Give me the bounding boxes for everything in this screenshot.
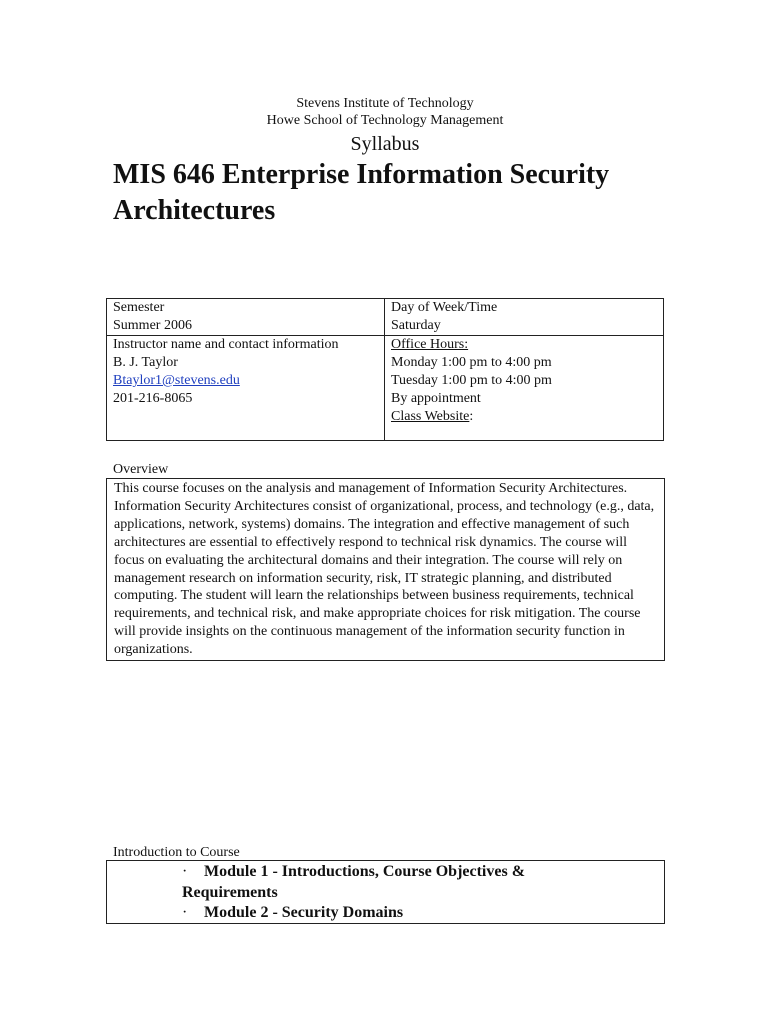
bullet-icon: · [182, 904, 188, 921]
module-1-title: Module 1 - Introductions, Course Objectives & Requirements [182, 863, 526, 901]
table-row [107, 336, 664, 441]
semester-value: Summer 2006 [113, 318, 192, 333]
office-hours-cell [385, 336, 664, 441]
module-list [106, 860, 665, 924]
instructor-cell [107, 336, 385, 441]
bullet-icon: · [182, 863, 188, 880]
day-time-cell [385, 299, 664, 336]
class-website-colon: : [469, 409, 474, 424]
day-time-value: Saturday [391, 318, 441, 333]
day-time-label: Day of Week/Time [391, 300, 498, 315]
module-2-title: Module 2 - Security Domains [204, 904, 404, 921]
office-hours-label: Office Hours: [391, 337, 469, 352]
course-info-table [106, 298, 664, 441]
instructor-email-link[interactable]: Btaylor1@stevens.edu [113, 373, 240, 388]
institution-name: Stevens Institute of Technology [296, 96, 474, 111]
overview-text: This course focuses on the analysis and management of Information Security Architectures. Information Security Architectures consist of organizational, process, and technology (e.g., data, applications, network, systems) domains. The integration and effective management of such architectures are essential to effectively respond to technical risk dynamics. The course will focus on evaluating the architectural domains and their integration. The course will rely on management research on information security, risk, IT strategic planning, and distributed computing. The student will learn the relationships between business requirements, technical requirements, and technical risk, and make appropriate choices for risk mitigation. The course will provide insights on the continuous management of the information security function in organizations. [106, 478, 665, 661]
instructor-label: Instructor name and contact information [113, 337, 339, 352]
list-item [182, 903, 582, 924]
class-website-label: Class Website [391, 409, 470, 424]
overview-heading: Overview [113, 462, 169, 477]
office-hours-tuesday: Tuesday 1:00 pm to 4:00 pm [391, 373, 552, 388]
instructor-name: B. J. Taylor [113, 355, 178, 370]
school-name: Howe School of Technology Management [266, 113, 504, 128]
office-hours-monday: Monday 1:00 pm to 4:00 pm [391, 355, 552, 370]
semester-cell [107, 299, 385, 336]
semester-label: Semester [113, 300, 165, 315]
course-title: MIS 646 Enterprise Information Security Architectures [113, 159, 610, 226]
introduction-heading: Introduction to Course [113, 845, 240, 860]
instructor-phone: 201-216-8065 [113, 391, 193, 406]
list-item [182, 862, 582, 903]
document-type: Syllabus [350, 133, 420, 155]
table-row [107, 299, 664, 336]
office-hours-appointment: By appointment [391, 391, 481, 406]
